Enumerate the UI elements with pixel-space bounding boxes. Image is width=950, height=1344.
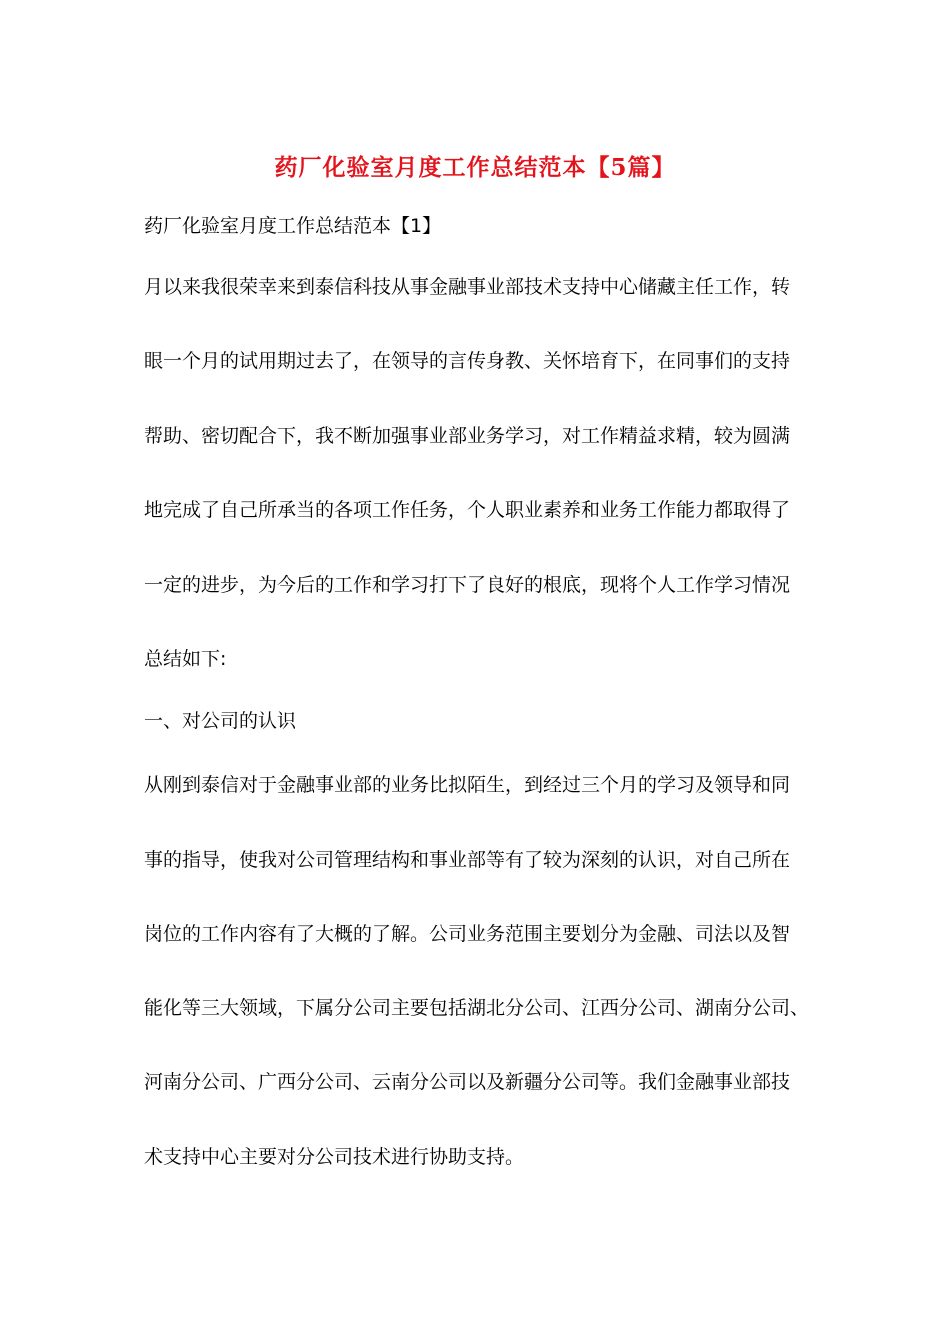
paragraph-line: 河南分公司、广西分公司、云南分公司以及新疆分公司等。我们金融事业部技 [144,1071,791,1093]
paragraph-line: 眼一个月的试用期过去了，在领导的言传身教、关怀培育下，在同事们的支持 [144,350,791,372]
paragraph-line: 从刚到泰信对于金融事业部的业务比拟陌生，到经过三个月的学习及领导和同 [144,774,791,796]
section-heading: 一、对公司的认识 [144,710,297,732]
paragraph-line: 帮助、密切配合下，我不断加强事业部业务学习，对工作精益求精，较为圆满 [144,425,791,447]
paragraph-line: 岗位的工作内容有了大概的了解。公司业务范围主要划分为金融、司法以及智 [144,923,791,945]
paragraph-line: 地完成了自己所承当的各项工作任务，个人职业素养和业务工作能力都取得了 [144,499,791,521]
paragraph-line: 总结如下: [144,648,227,670]
paragraph-line: 能化等三大领域，下属分公司主要包括湖北分公司、江西分公司、湖南分公司、 [144,997,810,1019]
document-subtitle: 药厂化验室月度工作总结范本【1】 [144,215,442,237]
paragraph-line: 一定的进步，为今后的工作和学习打下了良好的根底，现将个人工作学习情况 [144,574,791,596]
paragraph-line: 术支持中心主要对分公司技术进行协助支持。 [144,1146,525,1168]
paragraph-line: 事的指导，使我对公司管理结构和事业部等有了较为深刻的认识，对自己所在 [144,849,791,871]
paragraph-line: 月以来我很荣幸来到泰信科技从事金融事业部技术支持中心储藏主任工作，转 [144,276,791,298]
document-title: 药厂化验室月度工作总结范本【5篇】 [274,154,676,181]
